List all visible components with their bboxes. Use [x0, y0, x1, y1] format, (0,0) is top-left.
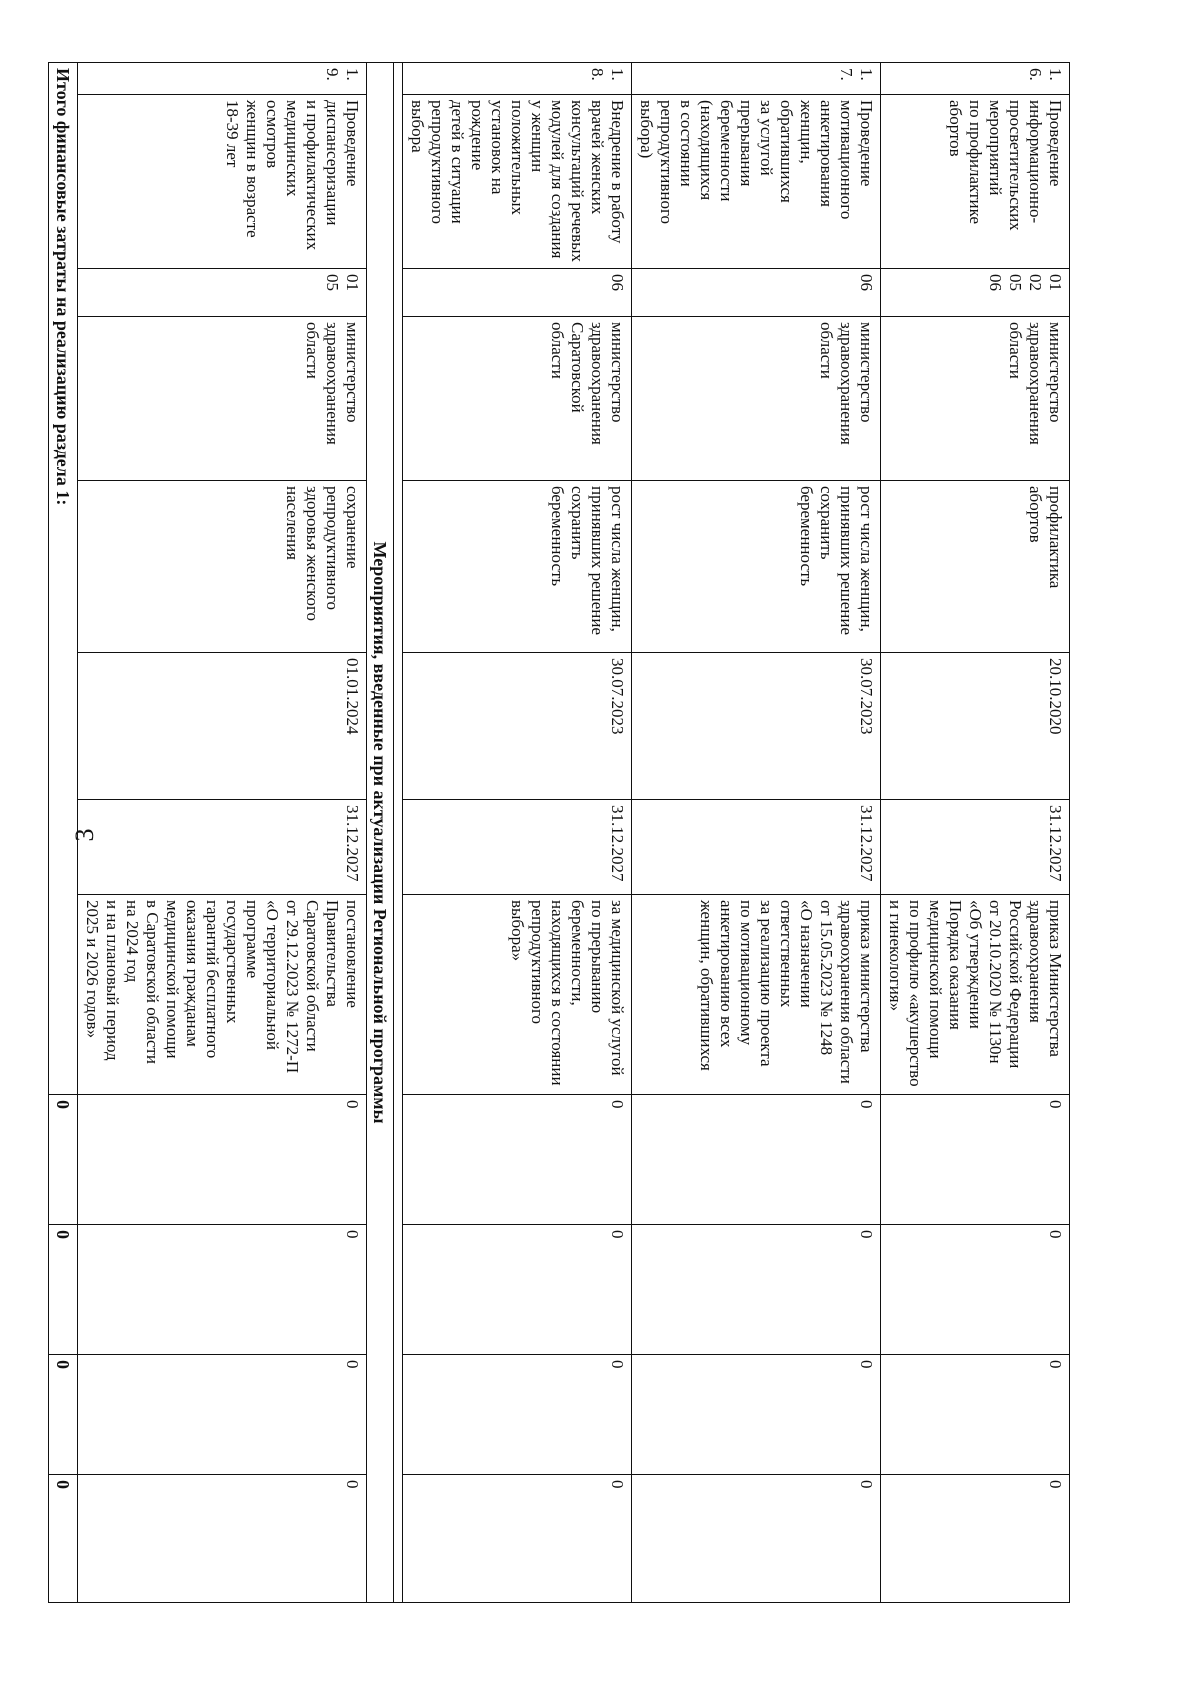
executor: министерство здравоохранения области — [881, 317, 1070, 481]
funding-value-3: 0 — [632, 1355, 881, 1475]
event-name: Проведение диспансеризации и профилактических медицинских осмотров женщин в возрасте 18-39 лет — [78, 95, 367, 269]
start-date: 30.07.2023 — [632, 653, 881, 800]
expected-result: сохранение репродуктивного здоровья женского населения — [78, 481, 367, 653]
legal-document: приказ Министерства здравоохранения Российской Федерации от 20.10.2020 № 1130н «Об утверждении Порядка оказания медицинской помощи по профилю «акушерство и гинекология» — [881, 895, 1070, 1095]
event-name: Внедрение в работу врачей женских консультаций речевых модулей для создания у женщин положительных установок на рождение детей в ситуации репродуктивного выбора — [403, 95, 632, 269]
end-date: 31.12.2027 — [632, 800, 881, 895]
funding-value-3: 0 — [881, 1355, 1070, 1475]
funding-value-2: 0 — [78, 1225, 367, 1355]
start-date: 20.10.2020 — [881, 653, 1070, 800]
total-label: Итого финансовые затраты на реализацию раздела 1: — [49, 63, 78, 1095]
spacer-cell — [394, 63, 403, 1603]
start-date: 30.07.2023 — [403, 653, 632, 800]
row-number: 1.7. — [632, 63, 881, 95]
spacer-row — [394, 63, 403, 1603]
table-row — [881, 63, 1070, 1603]
table-row — [78, 63, 367, 1603]
executor: министерство здравоохранения области — [632, 317, 881, 481]
expected-result: рост числа женщин, принявших решение сохранить беременность — [632, 481, 881, 653]
section-header-row — [367, 63, 394, 1603]
executor: министерство здравоохранения Саратовской области — [403, 317, 632, 481]
indicator-codes: 06 — [403, 269, 632, 317]
page-number: 3 — [70, 828, 99, 842]
row-number: 1.6. — [881, 63, 1070, 95]
funding-value-2: 0 — [403, 1225, 632, 1355]
funding-value-2: 0 — [881, 1225, 1070, 1355]
funding-value-1: 0 — [403, 1095, 632, 1225]
funding-value-1: 0 — [881, 1095, 1070, 1225]
funding-value-4: 0 — [632, 1475, 881, 1603]
end-date: 31.12.2027 — [881, 800, 1070, 895]
funding-value-4: 0 — [403, 1475, 632, 1603]
funding-value-3: 0 — [78, 1355, 367, 1475]
table-row — [632, 63, 881, 1603]
indicator-codes: 01 05 — [78, 269, 367, 317]
rotated-table-container — [53, 62, 1070, 1602]
table-row — [403, 63, 632, 1603]
legal-document: за медицинской услугой по прерыванию беременности, находящихся в состоянии репродуктивного выбора» — [403, 895, 632, 1095]
total-value-1: 0 — [49, 1095, 78, 1225]
legal-document: приказ министерства здравоохранения области от 15.05.2023 № 1248 «О назначении ответственных за реализацию проекта по мотивационному анкетированию всех женщин, обратившихся — [632, 895, 881, 1095]
expected-result: профилактика абортов — [881, 481, 1070, 653]
indicator-codes: 06 — [632, 269, 881, 317]
total-row — [49, 63, 78, 1603]
indicator-codes: 01 02 05 06 — [881, 269, 1070, 317]
end-date: 31.12.2027 — [403, 800, 632, 895]
event-name: Проведение информационно- просветительских мероприятий по профилактике абортов — [881, 95, 1070, 269]
funding-value-1: 0 — [632, 1095, 881, 1225]
total-value-4: 0 — [49, 1475, 78, 1603]
section-title: Мероприятия, введенные при актуализации Региональной программы — [367, 63, 394, 1603]
row-number: 1.8. — [403, 63, 632, 95]
start-date: 01.01.2024 — [78, 653, 367, 800]
funding-value-4: 0 — [881, 1475, 1070, 1603]
legal-document: постановление Правительства Саратовской области от 29.12.2023 № 1272-П «О территориальной программе государственных гарантий бесплатного оказания гражданам медицинской помощи в Саратовской области на 2024 год и на плановый период 2025 и 2026 годов» — [78, 895, 367, 1095]
executor: министерство здравоохранения области — [78, 317, 367, 481]
row-number: 1.9. — [78, 63, 367, 95]
funding-value-1: 0 — [78, 1095, 367, 1225]
total-value-3: 0 — [49, 1355, 78, 1475]
funding-value-4: 0 — [78, 1475, 367, 1603]
funding-value-3: 0 — [403, 1355, 632, 1475]
measures-table — [48, 62, 1070, 1603]
event-name: Проведение мотивационного анкетирования женщин, обратившихся за услугой прерывания беременности (находящихся в состоянии репродуктивного выбора) — [632, 95, 881, 269]
expected-result: рост числа женщин, принявших решение сохранить беременность — [403, 481, 632, 653]
funding-value-2: 0 — [632, 1225, 881, 1355]
end-date: 31.12.2027 — [78, 800, 367, 895]
total-value-2: 0 — [49, 1225, 78, 1355]
